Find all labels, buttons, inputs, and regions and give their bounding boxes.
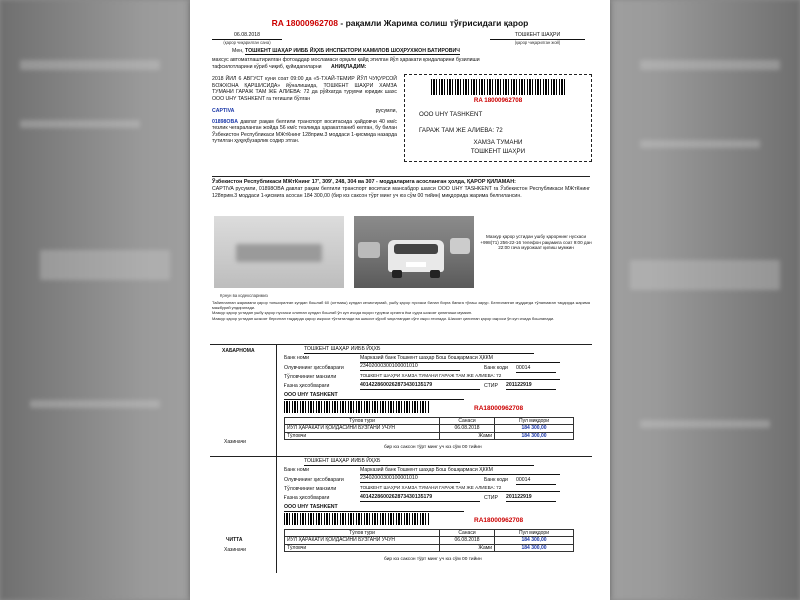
receipt2-table: Тўлов тури Санаси Пул миқдори ЙЎЛ ҲАРАКАТИ ҚОИДАСИНИ БУЗГАНИ УЧУН 06.08.2018 184 300,00 Тўловчи Жами 184 300,00 (284, 529, 574, 552)
receipt1-treasury: 4014228600262873430135179 (360, 382, 480, 390)
receipt1-barcode-icon (284, 401, 429, 413)
box-ra-number: RA 18000962708 (473, 97, 523, 104)
inspector-name: ТОШКЕНТ ШАҲАР ИИББ ЙҲХБ ИНСПЕКТОРИ КАМИЛОВ ШОҲРУХЖОН БАТИРОВИЧ (245, 48, 460, 54)
receipt1-table: Тўлов тури Санаси Пул миқдори ЙЎЛ ҲАРАКАТИ ҚОИДАСИНИ БУЗГАНИ УЧУН 06.08.2018 184 300,00 Тўловчи Жами 184 300,00 (284, 417, 574, 440)
address-box (404, 74, 592, 162)
receipt2-stir: 201122919 (506, 494, 556, 502)
intro-line-2: махсус автоматлаштирилган фотоаддар мосламаси орқали қайд этилган йўл ҳаракати қоидаларини бузилиши (212, 57, 480, 63)
fine-document (190, 0, 610, 600)
receipt1-cashier: Хазиначи (224, 439, 246, 445)
intro-line: Мен, ТОШКЕНТ ШАҲАР ИИББ ЙҲХБ ИНСПЕКТОРИ КАМИЛОВ ШОҲРУХЖОН БАТИРОВИЧ (232, 48, 460, 54)
box-city: ТОШКЕНТ ШАҲРИ (470, 148, 526, 155)
barcode-icon (431, 79, 567, 95)
receipt1-stir: 201122919 (506, 382, 556, 390)
title-text: - рақамли Жарима солиш тўғрисидаги қарор (340, 18, 529, 28)
fine-print: Тайинланган жаримани қарор топширилган кундан бошлаб 60 (олтмиш) кундан кечиктирмай, ушбу қарор нусхаси билан бирга банкга тўлаш зарур. Белгиланган муддатда тўланмаган тақдирда жарима мажбурий ундирилади. Мазкур қарор устидан ушбу қарор нусхаси олинган кундан бошлаб ўн кун ичида юқори турувчи органга ёки судга шикоят қилиниши мумкин. Мазкур қарор устидан шикоят берилган тақдирда қарор ижроси тўхтатилади ва шикоят кўриб чиқилгандан сўнг ижро этилади. Шикоят қилинган қарор ижроси ўн кун ичида бошланади. (212, 300, 590, 321)
car-plate: 01898OBA (212, 118, 238, 125)
receipt1-payer: ООО UHY TASHKENT (284, 392, 464, 400)
receipt1-bank-code: 00014 (516, 365, 556, 373)
receipt2-cashier: Хазиначи (224, 547, 246, 553)
document-title (190, 18, 610, 29)
decision-date: 06.08.2018 (212, 32, 282, 40)
receipt2-amount: 184 300,00 (495, 537, 574, 544)
receipt2-treasury: 4014228600262873430135179 (360, 494, 480, 502)
box-company: ООО UHY TASHKENT (419, 111, 483, 118)
photo-side-text: Мазкур қарор устидан ушбу қарорнинг нусхаси +998(71) 256-22-16 телефон рақамига соат 9:00 дан 22:00 гача мурожаат қилиш мумкин (480, 234, 592, 251)
intro-line-3: тафсилотларини кўриб чиқиб, қуйидагиларни АНИҚЛАДИМ: (212, 64, 367, 70)
receipt2-words: бир юз саксон тўрт минг уч юз сўм 00 тийин (384, 557, 482, 562)
receipt1-row-desc: ЙЎЛ ҲАРАКАТИ ҚОИДАСИНИ БУЗГАНИ УЧУН (285, 425, 440, 432)
car-model: CAPTIVA (212, 108, 235, 114)
place-caption: (қарор чиқарилган жой) (514, 40, 561, 45)
plate-photo (214, 216, 344, 288)
receipt1-org: ТОШКЕНТ ШАҲАР ИИББ ЙҲХБ (304, 346, 534, 354)
receipt2-payer: ООО UHY TASHKENT (284, 504, 464, 512)
receipt1-total: 184 300,00 (495, 432, 574, 439)
receipt-notice: ХАБАРНОМА Хазиначи ТОШКЕНТ ШАҲАР ИИББ ЙҲХБ Банк номи Марказий банк Тошкент шаҳар Бош бошқармаси ҲККМ Олувчининг ҳисобварағи 23402000300100001010 Банк коди 00014 Тўловчининг манзили ТОШКЕНТ ШАҲРИ ХАМЗА ТУМАНИ ГАРАЖ ТАМ ЖЕ АЛИЕВА: 72 Ғазна ҳисобварағи 4014228600262873430135179 СТИР 201122919 ООО UHY TASHKENT RA18000962708 Тўлов тури Санаси Пул миқдори ЙЎЛ ҲАРАКАТИ ҚОИДАСИНИ БУЗГАНИ УЧУН 06.08.2018 184 300,00 Тўловчи Жами 184 300,00 бир юз саксон тўрт минг уч юз сўм 00 тийин (210, 344, 592, 457)
box-district: ХАМЗА ТУМАНИ (473, 139, 523, 146)
receipt2-row-desc: ЙЎЛ ҲАРАКАТИ ҚОИДАСИНИ БУЗГАНИ УЧУН (285, 537, 440, 544)
receipt2-payer-address: ТОШКЕНТ ШАҲРИ ХАМЗА ТУМАНИ ГАРАЖ ТАМ ЖЕ АЛИЕВА: 72 (360, 485, 560, 492)
receipt1-bank: Марказий банк Тошкент шаҳар Бош бошқармаси ҲККМ (360, 355, 560, 363)
receipt2-total: 184 300,00 (495, 544, 574, 551)
decision-heading: Ўзбекистон Республикаси МЖтКнинг 17', 309', 248, 304 ва 307 - моддаларига асосланган ҳолда, ҚАРОР ҚИЛАМАН: (212, 176, 590, 186)
box-street: ГАРАЖ ТАМ ЖЕ АЛИЕВА: 72 (419, 127, 503, 134)
receipt1-amount: 184 300,00 (495, 425, 574, 432)
receipt2-bank-code: 00014 (516, 477, 556, 485)
receipt2-barcode-icon (284, 513, 429, 525)
receipt1-words: бир юз саксон тўрт минг уч юз сўм 00 тийин (384, 445, 482, 450)
fine-print-caption: Қонун ва кодексларимиз (220, 293, 268, 298)
receipt1-side-label: ХАБАРНОМА (222, 348, 255, 354)
receipt1-payer-address: ТОШКЕНТ ШАҲРИ ХАМЗА ТУМАНИ ГАРАЖ ТАМ ЖЕ АЛИЕВА: 72 (360, 373, 560, 380)
receipt2-org: ТОШКЕНТ ШАҲАР ИИББ ЙҲХБ (304, 458, 534, 466)
receipt2-ra: RA18000962708 (474, 517, 524, 524)
receipt2-side-label: ЧИТТА (226, 537, 243, 543)
aniqlandim: АНИҚЛАДИМ: (331, 64, 367, 70)
decision-place: ТОШКЕНТ ШАҲРИ (490, 32, 585, 40)
date-caption: (қарор чиқарилган сана) (223, 40, 271, 45)
decision-text: CAPTIVA русумли, 01898OBA давлат рақам белгили транспорт воситаси мансабдор шахси ООО UHY TASHKENT га Ўзбекистон Республикаси МЖтКнинг 128прим.3 моддаси 1-қисмига асосан 184 300,00 (бир юз саксон тўрт минг уч юз сўм 00 тийин) миқдорида жарима белгилансин. (212, 186, 590, 199)
ra-number: RA 18000962708 (271, 18, 338, 28)
receipt-check: ЧИТТА Хазиначи ТОШКЕНТ ШАҲАР ИИББ ЙҲХБ Банк номи Марказий банк Тошкент шаҳар Бош бошқармаси ҲККМ Олувчининг ҳисобварағи 23402000300100001010 Банк коди 00014 Тўловчининг манзили ТОШКЕНТ ШАҲРИ ХАМЗА ТУМАНИ ГАРАЖ ТАМ ЖЕ АЛИЕВА: 72 Ғазна ҳисобварағи 4014228600262873430135179 СТИР 201122919 ООО UHY TASHKENT RA18000962708 Тўлов тури Санаси Пул миқдори ЙЎЛ ҲАРАКАТИ ҚОИДАСИНИ БУЗГАНИ УЧУН 06.08.2018 184 300,00 Тўловчи Жами 184 300,00 бир юз саксон тўрт минг уч юз сўм 00 тийин (210, 456, 592, 573)
receipt2-bank: Марказий банк Тошкент шаҳар Бош бошқармаси ҲККМ (360, 467, 560, 475)
receipt1-ra: RA18000962708 (474, 405, 524, 412)
receipt2-account: 23402000300100001010 (360, 475, 460, 483)
car-photo (354, 216, 474, 288)
receipt1-account: 23402000300100001010 (360, 363, 460, 371)
violation-details: 2018 ЙИЛ 6 АВГУСТ куни соат 09:00 да «5-ТХАЙ-ТЕМИР ЙЎЛ ЧУҚУРСОЙ БОЖХОНА ҚАРШИСИДА» йўналишида, ТОШКЕНТ ШАҲРИ ХАМЗА ТУМАНИ ГАРАЖ ТАМ ЖЕ АЛИЕВА: 72 да рўйхатда турувчи юридик шахс ООО UHY TASHKENT га тегишли бўлган CAPTIVA русумли, 01898OBA давлат рақам белгили транспорт воситасида ҳайдовчи 40 км/с тезлик чегараланган жойда 56 км/с тезликда ҳаракатланиб келган, бу билан Ўзбекистон Республикаси МЖтКнинг 128прим.3 моддаси 1-қисмида назарда тутилган ҳуқуқбузарлик содир этган. (212, 76, 397, 144)
